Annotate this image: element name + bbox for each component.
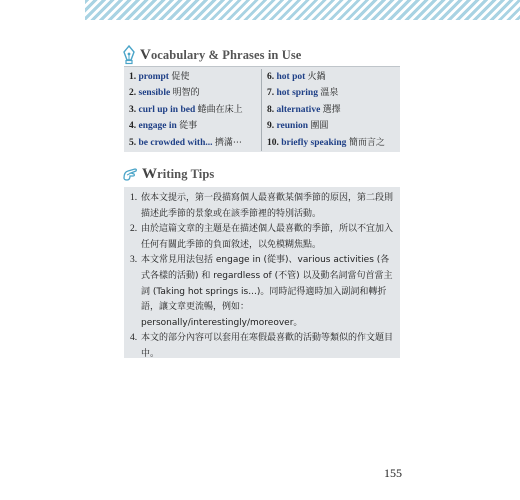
writing-hand-icon <box>122 164 138 184</box>
vocab-item: 1. prompt 促使 <box>129 72 190 82</box>
vocab-column-right <box>263 69 401 151</box>
vocab-item: 7. hot spring 溫泉 <box>267 88 339 99</box>
vocab-section-header <box>122 44 402 66</box>
tips-box <box>124 187 400 358</box>
tip-item: 2. 由於這篇文章的主題是在描述個人最喜歡的季節，所以不宜加入任何有關此季節的負面敘述，以免模糊焦點。 <box>130 224 394 250</box>
vocab-item: 4. engage in 從事 <box>129 121 198 132</box>
vocab-item: 8. alternative 選擇 <box>267 104 341 115</box>
vocab-item: 2. sensible 明智的 <box>129 88 200 99</box>
vocab-item: 6. hot pot 火鍋 <box>267 72 326 82</box>
tip-item: 1. 依本文提示，第一段描寫個人最喜歡某個季節的原因，第二段則描述此季節的景象或在該季節裡的特別活動。 <box>130 193 394 219</box>
tip-item: 4. 本文的部分內容可以套用在寒假最喜歡的活動等類似的作文題目中。 <box>130 333 394 359</box>
vocab-item: 9. reunion 團圓 <box>267 121 329 132</box>
pen-nib-icon <box>122 45 136 65</box>
vocab-section-title: Vocabulary & Phrases in Use <box>140 46 302 63</box>
vocab-box <box>124 66 400 152</box>
tips-section-title: Writing Tips <box>142 165 215 182</box>
page-number: 155 <box>384 466 402 480</box>
tips-section-header <box>122 163 402 185</box>
decorative-top-band <box>85 0 520 20</box>
vocab-item: 3. curl up in bed 蜷曲在床上 <box>129 104 243 115</box>
vocab-item: 5. be crowded with... 擠滿⋯ <box>129 137 242 148</box>
vocab-column-left <box>124 69 262 151</box>
vocab-item: 10. briefly speaking 簡而言之 <box>267 137 385 148</box>
tip-item: 3. 本文常見用法包括 engage in (從事)、various activities (各式各樣的活動) 和 regardless of (不管) 以及動名詞當句首當主詞 (Taking hot springs is...)。同時記得適時加入副詞和轉折語，讓文章更流暢，例如：personally/interestingly/moreover。 <box>130 255 393 328</box>
